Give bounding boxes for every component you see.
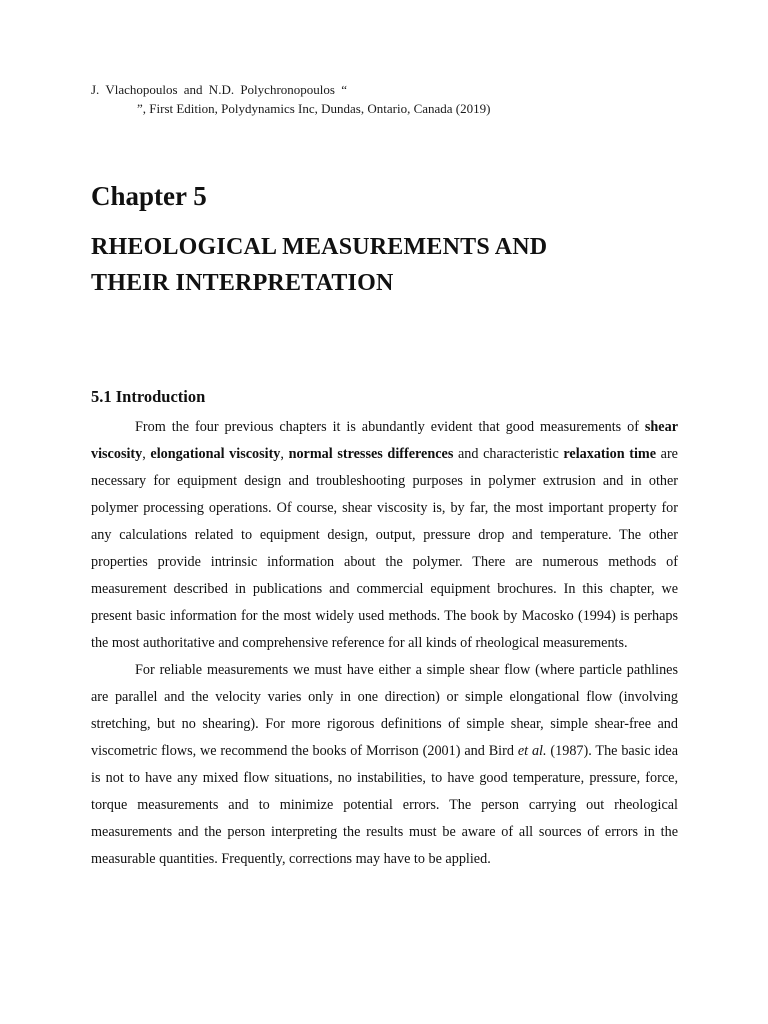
paragraph-2-text-2: (1987). The basic idea is not to have any mixed flow situations, no instabilities, to have good temperature, pressure, force, torque measurements and to minimize potential errors. The person carrying out rheological measurements and the person interpreting the results must be aware of all sources of errors in the measurable quantities. Frequently, corrections may have to be applied. [91,743,678,867]
chapter-title [91,229,691,301]
citation-line-2: ”, First Edition, Polydynamics Inc, Dundas, Ontario, Canada (2019) [137,101,491,116]
citation-line-1: J. Vlachopoulos and N.D. Polychronopoulos “ [91,82,347,97]
paragraph-1-text-5: are necessary for equipment design and troubleshooting purposes in polymer extrusion and in other polymer processing operations. Of course, shear viscosity is, by far, the most important property for any calculations related to equipment design, output, pressure drop and temperature. The other properties provide intrinsic information about the polymer. There are numerous methods of measurement described in publications and commercial equipment brochures. In this chapter, we present basic information for the most widely used methods. The book by Macosko (1994) is perhaps the most authoritative and comprehensive reference for all kinds of rheological measurements. [91,446,678,651]
chapter-title-line-1: RHEOLOGICAL MEASUREMENTS AND [91,234,548,260]
term-shear-viscosity: shear viscosity [91,419,678,462]
citation [91,80,490,118]
paragraph-1-text-1: From the four previous chapters it is abundantly evident that good measurements of [135,419,645,435]
term-elongational-viscosity: elongational viscosity [150,446,281,462]
paragraph-2 [91,657,678,873]
paragraph-1-text-3: , [280,446,289,462]
term-relaxation-time: relaxation time [563,446,657,462]
chapter-number: Chapter 5 [91,181,207,211]
citation-et-al: et al. [517,743,547,759]
paragraph-1-text-2: , [142,446,151,462]
paragraph-1 [91,414,678,657]
section-heading: 5.1 Introduction [91,387,206,406]
section-body [91,414,678,873]
chapter-title-line-2: THEIR INTERPRETATION [91,270,394,296]
paragraph-1-text-4: and characteristic [453,446,564,462]
paragraph-2-text-1: For reliable measurements we must have either a simple shear flow (where particle pathlines are parallel and the velocity varies only in one direction) or simple elongational flow (involving stretching, but no shearing). For more rigorous definitions of simple shear, simple shear-free and viscometric flows, we recommend the books of Morrison (2001) and Bird [91,662,678,759]
term-normal-stresses-differences: normal stresses differences [288,446,454,462]
